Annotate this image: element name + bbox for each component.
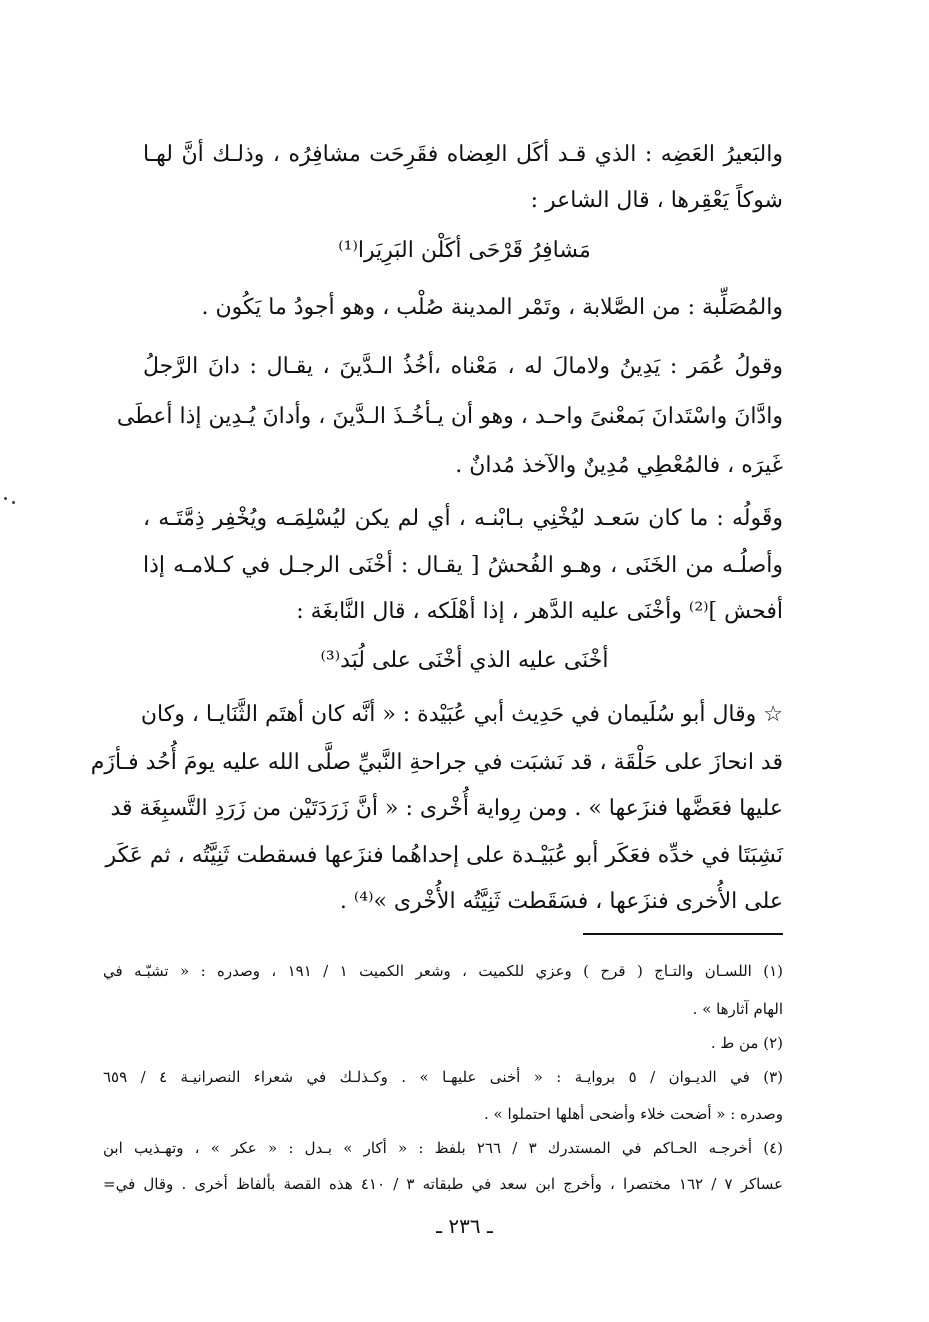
body-line: والبَعيرُ العَضِه : الذي قـد أكَل العِضاه فقَرِحَت مشافِرُه ، وذلـك أنَّ لهـا: [143, 142, 783, 167]
body-line: وأصلُـه من الخَنَى ، وهـو الفُحشُ [ يقـال : أخْنَى الرجـل في كـلامـه إذا: [143, 553, 783, 578]
body-line: شوكاً يَعْقِرها ، قال الشاعر :: [530, 188, 783, 213]
body-line: عليها فعَضَّها فنزَعها » . ومن رِواية أُخْرى : « أنَّ زَرَدَتَيْن من زَرَدِ التَّسبِغَة قد: [110, 796, 783, 821]
footnote-separator: [583, 933, 783, 935]
body-line: أفحش ]⁽²⁾ وأخْنَى عليه الدَّهر ، إذا أهْلَكه ، قال النَّابغَة :: [296, 599, 783, 624]
poetry-verse: أخْنَى عليه الذي أخْنَى على لُبَد⁽³⁾: [320, 648, 609, 673]
footnote-line: عساكر ٧ / ١٦٢ مختصرا ، وأخرج ابن سعد في طبقاته ٣ / ٤١٠ هذه القصة بألفاظ أخرى . وقال في=: [103, 1175, 784, 1193]
body-line: غَيرَه ، فالمُعْطِي مُدِينٌ والآخذ مُدانٌ .: [455, 453, 783, 478]
scan-speck: [12, 501, 15, 504]
page-number: ـ ٢٣٦ ـ: [436, 1214, 493, 1238]
footnote-line: الهام آثارها » .: [692, 1000, 783, 1018]
body-line: والمُصَلِّبة : من الصَّلابة ، وتَمْر المدينة صُلْب ، وهو أجودُ ما يَكُون .: [201, 295, 783, 320]
body-line: نَشِبَتَا في خدِّه فعَكَر أبو عُبَيْـدة على إحداهُما فنزَعها فسقطت ثَنِيَّتُه ، ثم عَكَر: [105, 843, 783, 868]
body-line: قد انحازَ على حَلْقَة ، قد نَشبَت في جراحةِ النَّبيِّ صلَّى الله عليه يومَ أُحُد فـأزَم: [90, 750, 783, 775]
footnote-line: (٢) من ط .: [710, 1034, 783, 1052]
body-line: وادَّانَ واسْتَدانَ بَمعْنىً واحـد ، وهو أن يـأخُـذَ الـدَّينَ ، وأدانَ يُـدِين إذا أعطَى: [116, 404, 783, 429]
scan-speck: [4, 497, 7, 500]
body-line: وقَولُه : ما كان سَعـد ليُخْنِي بـابْنـه ، أي لم يكن ليُسْلِمَـه ويُخْفِر ذِمَّتَـه ،: [143, 506, 783, 531]
body-line: على الأُخرى فنزَعها ، فسَقَطت ثَنِيَّتُه الأُخْرى »⁽⁴⁾ .: [339, 889, 783, 914]
poetry-verse: مَشافِرُ قَرْحَى أكَلْن البَرِيَرا⁽¹⁾: [338, 238, 591, 263]
body-line: ☆ وقال أبو سُلَيمان في حَدِيث أبي عُبَيْدة : « أنَّه كان أهتَم الثَّنَايـا ، وكان: [140, 702, 783, 727]
footnote-line: (١) اللسـان والتـاج ( قرح ) وعزي للكميت ، وشعر الكميت ١ / ١٩١ ، وصدره : « تشبّـه في: [103, 962, 783, 980]
footnote-line: (٣) في الديـوان / ٥ بروايـة : « أخنى عليهـا » . وكـذلـك في شعراء النصرانيـة ٤ / ٦٥٩: [103, 1068, 783, 1086]
footnote-line: وصدره : « أضحت خلاء وأضحى أهلها احتملوا » .: [483, 1105, 783, 1123]
body-line: وقولُ عُمَر : يَدِينُ ولامالَ له ، مَعْناه ،أخُذُ الـدَّينَ ، يقـال : دانَ الرَّجلُ: [143, 354, 783, 379]
footnote-line: (٤) أخرجـه الحـاكم في المستدرك ٣ / ٢٦٦ بلفظ : « أكار » بـدل : « عكر » ، وتهـذيب ابن: [103, 1139, 783, 1157]
